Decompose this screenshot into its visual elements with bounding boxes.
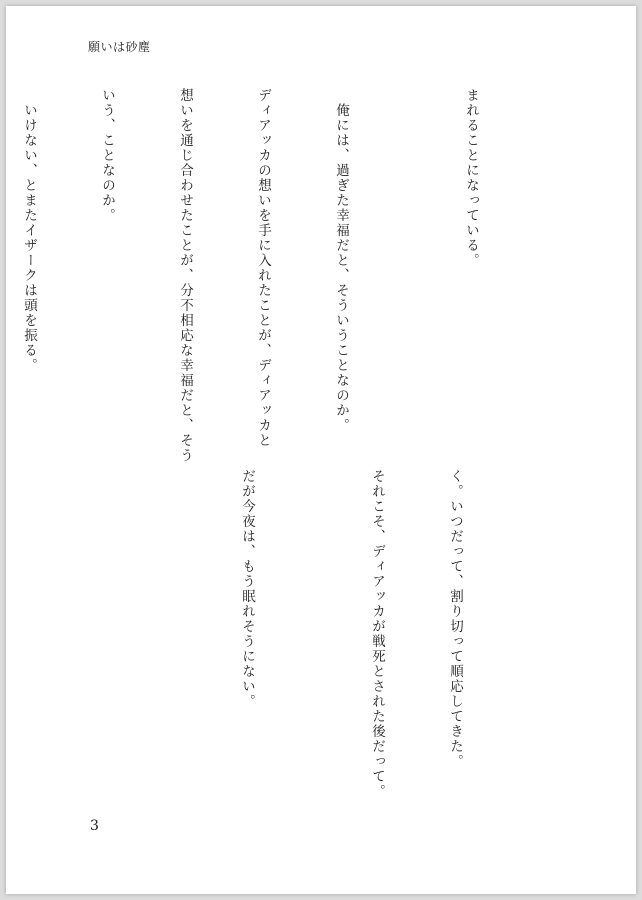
text-line: いう、ことなのか。 <box>99 88 115 223</box>
page-number: 3 <box>90 818 99 834</box>
running-title: 願いは砂塵 <box>88 40 151 54</box>
text-line: だが今夜は、もう眠れそうにない。 <box>239 469 255 709</box>
text-line: 想いを通じ合わせたことが、分不相応な幸福だと、そう <box>177 88 193 463</box>
text-line: それこそ、ディアッカが戦死とされた後だって。 <box>369 469 385 799</box>
text-line: まれることになっている。 <box>463 88 479 268</box>
text-line: ディアッカの想いを手に入れたことが、ディアッカと <box>255 88 271 448</box>
text-line: く。いつだって、割り切って順応してきた。 <box>447 469 463 769</box>
body-text-lower <box>182 469 520 799</box>
text-line: 俺には、過ぎた幸福だと、そういうことなのか。 <box>333 88 349 433</box>
body-text-upper <box>0 88 536 463</box>
text-line: いけない、とまたイザークは頭を振る。 <box>21 88 37 373</box>
document-page <box>6 6 636 894</box>
